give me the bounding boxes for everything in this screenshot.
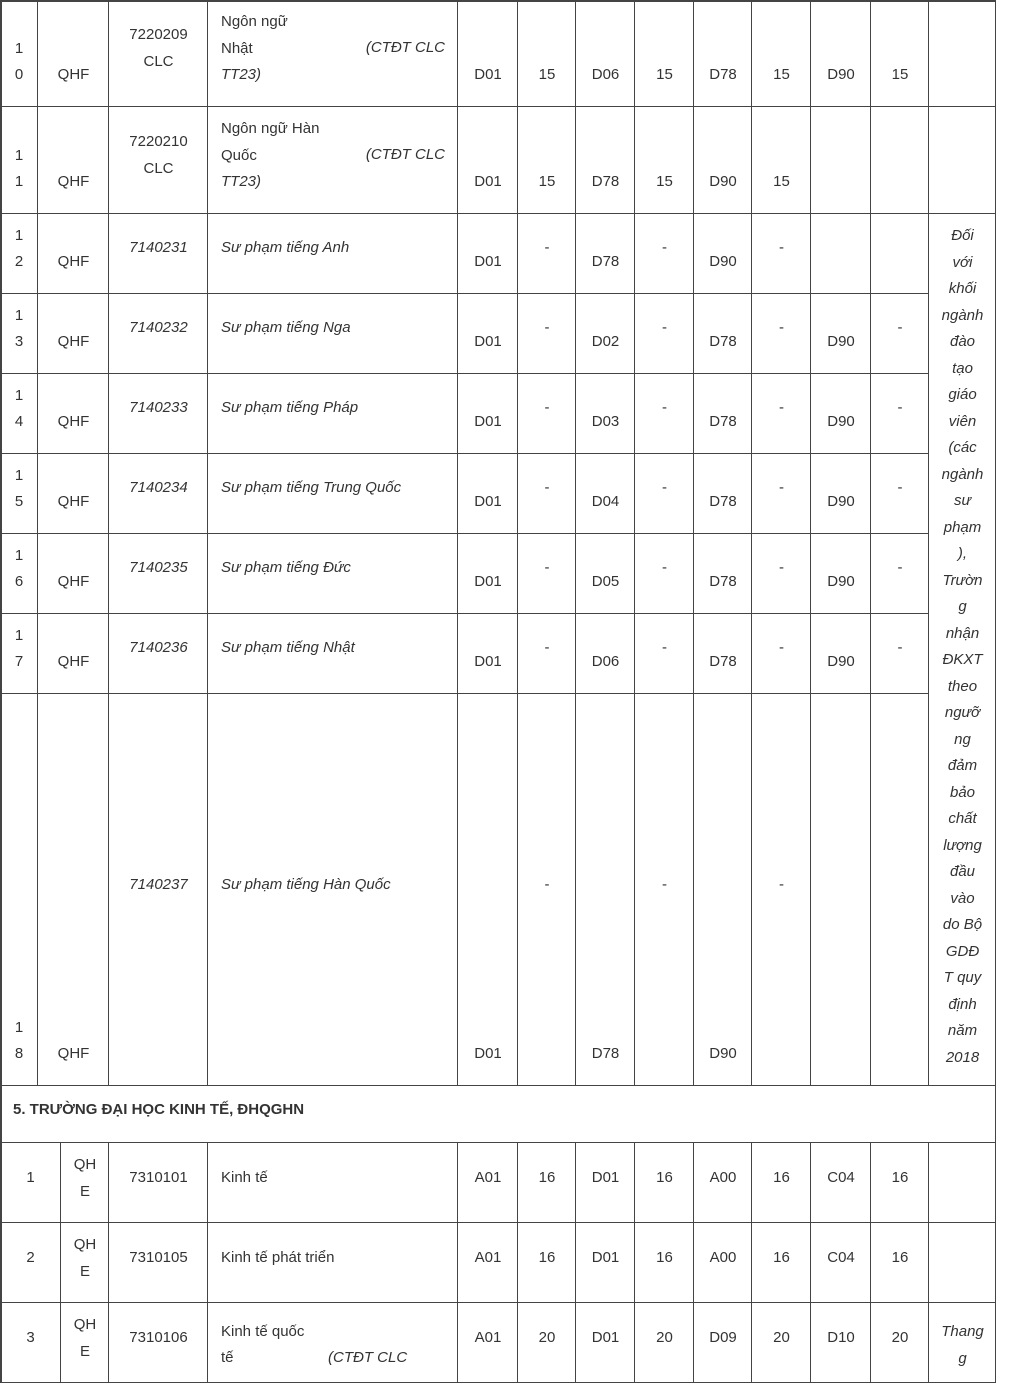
- school-code: QH: [73, 1316, 97, 1333]
- table-cell: [752, 107, 811, 214]
- table-cell: [694, 107, 752, 214]
- note-text: theo: [947, 677, 978, 695]
- subject-group: D06: [591, 653, 620, 670]
- min-score: -: [544, 479, 550, 496]
- major-code: 7310105: [129, 1249, 188, 1266]
- subject-group: D90: [827, 413, 855, 430]
- min-score: 15: [538, 173, 556, 190]
- major-name: Nhật: [221, 39, 253, 57]
- row-number: 1: [14, 39, 24, 57]
- subject-group: D01: [591, 1329, 620, 1346]
- major-code: 7140237: [129, 876, 188, 893]
- subject-group: D90: [827, 66, 855, 83]
- subject-group: D78: [591, 1045, 620, 1062]
- subject-group: D78: [591, 253, 620, 270]
- subject-group: A01: [474, 1329, 502, 1346]
- subject-group: D01: [474, 653, 502, 670]
- major-code: 7140235: [129, 559, 188, 576]
- school-code: QHF: [57, 413, 90, 430]
- row-number: 1: [14, 466, 24, 484]
- table-cell: [871, 0, 929, 107]
- min-score: -: [779, 399, 784, 416]
- note-text: định: [948, 995, 977, 1013]
- subject-group: D90: [827, 653, 855, 670]
- table-cell: [871, 694, 929, 1086]
- min-score: -: [544, 399, 550, 416]
- min-score: -: [544, 239, 550, 256]
- major-code: CLC: [143, 159, 174, 177]
- subject-group: A00: [709, 1249, 737, 1266]
- row-number: 8: [14, 1045, 24, 1062]
- table-cell: [752, 0, 811, 107]
- min-score: -: [779, 239, 784, 256]
- table-cell: [871, 214, 929, 294]
- row-number: 1: [14, 386, 24, 404]
- note-text: đầu: [949, 863, 976, 880]
- subject-group: D01: [474, 173, 502, 190]
- min-score: 20: [538, 1329, 556, 1346]
- row-number: 1: [14, 226, 24, 244]
- min-score: -: [544, 559, 550, 576]
- major-name: tế: [221, 1349, 234, 1366]
- subject-group: D78: [709, 66, 737, 83]
- school-code: QHF: [57, 493, 90, 510]
- major-name: Sư phạm tiếng Hàn Quốc: [221, 876, 391, 893]
- min-score: -: [662, 319, 667, 336]
- min-score: -: [897, 639, 903, 656]
- row-number: 1: [14, 626, 24, 644]
- note-text: đảm: [947, 757, 978, 774]
- school-code: QHF: [57, 333, 90, 350]
- table-cell: [458, 0, 518, 107]
- min-score: 15: [773, 173, 790, 190]
- school-code: QHF: [57, 573, 90, 590]
- table-cell: [871, 107, 929, 214]
- row-number: 2: [26, 1249, 35, 1266]
- table-cell: [635, 107, 694, 214]
- table-cell: [635, 0, 694, 107]
- min-score: -: [897, 559, 903, 576]
- note-text: giáo: [948, 386, 977, 403]
- min-score: 20: [656, 1329, 673, 1346]
- min-score: 16: [656, 1169, 673, 1186]
- min-score: -: [779, 479, 784, 496]
- major-code: 7310106: [129, 1329, 188, 1346]
- min-score: -: [662, 399, 667, 416]
- subject-group: D90: [827, 493, 855, 510]
- min-score: 15: [891, 66, 909, 83]
- subject-group: D01: [474, 573, 502, 590]
- table-cell: [811, 214, 871, 294]
- note-text: ),: [957, 545, 968, 562]
- subject-group: D78: [709, 653, 737, 670]
- min-score: 15: [656, 173, 673, 190]
- note-text: g: [958, 598, 967, 615]
- subject-group: A01: [474, 1169, 502, 1186]
- min-score: 20: [773, 1329, 790, 1346]
- subject-group: D06: [591, 66, 620, 83]
- min-score: -: [779, 639, 784, 656]
- min-score: -: [779, 319, 784, 336]
- row-number: 7: [14, 653, 24, 670]
- note-text: ng: [954, 730, 971, 748]
- note-text: chất: [948, 810, 977, 827]
- subject-group: D04: [591, 493, 620, 510]
- min-score: -: [662, 639, 667, 656]
- row-number: 3: [26, 1329, 35, 1346]
- table-cell: [576, 0, 635, 107]
- note-text: 2018: [945, 1048, 980, 1066]
- major-note: (CTĐT CLC: [365, 146, 445, 163]
- major-note: TT23): [221, 173, 262, 190]
- subject-group: D78: [709, 333, 737, 350]
- major-code: 7140231: [129, 239, 188, 256]
- major-note: (CTĐT CLC: [328, 1349, 408, 1366]
- row-number: 1: [26, 1169, 35, 1186]
- subject-group: D01: [474, 66, 502, 83]
- subject-group: D02: [591, 333, 620, 350]
- min-score: -: [662, 239, 667, 256]
- major-name: Kinh tế quốc: [221, 1323, 305, 1340]
- section-title: 5. TRƯỜNG ĐẠI HỌC KINH TẾ, ĐHQGHN: [13, 1101, 305, 1118]
- note-text: vào: [950, 889, 975, 907]
- subject-group: C04: [827, 1169, 855, 1186]
- table-cell: [811, 694, 871, 1086]
- row-number: 1: [14, 173, 24, 190]
- note-text: năm: [947, 1022, 978, 1039]
- subject-group: D78: [709, 493, 737, 510]
- row-number: 1: [14, 1018, 24, 1036]
- row-number: 5: [14, 493, 24, 510]
- table-cell: [38, 0, 109, 107]
- subject-group: D78: [709, 413, 737, 430]
- note-text: Trườn: [942, 571, 983, 589]
- row-number: 6: [14, 573, 24, 590]
- note-cell: [929, 0, 996, 107]
- subject-group: D01: [474, 413, 502, 430]
- note-text: viên: [948, 412, 977, 430]
- subject-group: D90: [709, 253, 737, 270]
- min-score: -: [662, 479, 667, 496]
- min-score: -: [897, 479, 903, 496]
- note-text: lượng: [943, 836, 982, 854]
- major-code: 7220210: [129, 133, 188, 150]
- min-score: -: [544, 319, 550, 336]
- min-score: -: [662, 876, 667, 893]
- school-code: QHF: [57, 173, 90, 190]
- note-text: khối: [948, 280, 977, 297]
- major-name: Quốc: [221, 146, 257, 164]
- major-name: Kinh tế: [221, 1169, 268, 1186]
- min-score: 16: [773, 1169, 790, 1186]
- note-text: bảo: [949, 783, 976, 801]
- table-cell: [38, 694, 109, 1086]
- major-name: Sư phạm tiếng Nhật: [221, 639, 355, 656]
- note-text: Đối: [951, 227, 974, 244]
- row-number: 1: [14, 306, 24, 324]
- min-score: 20: [891, 1329, 909, 1346]
- subject-group: D03: [591, 413, 620, 430]
- note-text: T quy: [943, 969, 982, 986]
- table-cell: [694, 694, 752, 1086]
- min-score: -: [897, 399, 903, 416]
- table-cell: [811, 107, 871, 214]
- school-code: E: [79, 1182, 90, 1200]
- note-text: GDĐ: [945, 942, 980, 960]
- min-score: 16: [656, 1249, 673, 1266]
- major-name: Sư phạm tiếng Pháp: [221, 399, 359, 416]
- row-number: 1: [14, 146, 24, 164]
- note-text: tạo: [952, 359, 973, 377]
- row-number: 4: [14, 413, 24, 430]
- subject-group: D05: [591, 573, 620, 590]
- note-text: phạm: [943, 518, 982, 536]
- major-name: Sư phạm tiếng Nga: [221, 319, 351, 336]
- subject-group: D78: [709, 573, 737, 590]
- school-code: QHF: [57, 653, 90, 670]
- min-score: -: [544, 639, 550, 656]
- table-cell: [811, 0, 871, 107]
- min-score: 15: [656, 66, 673, 83]
- subject-group: A00: [709, 1169, 737, 1186]
- major-name: Ngôn ngữ: [221, 13, 288, 30]
- subject-group: D09: [709, 1329, 737, 1346]
- note-text: g: [958, 1349, 967, 1367]
- table-cell: [694, 0, 752, 107]
- min-score: 15: [773, 66, 790, 83]
- note-text: ngành: [941, 465, 984, 483]
- subject-group: D01: [474, 493, 502, 510]
- row-number: 3: [14, 333, 24, 350]
- major-name: Sư phạm tiếng Anh: [221, 239, 350, 256]
- major-name: Kinh tế phát triển: [221, 1249, 335, 1266]
- row-number: 1: [14, 546, 24, 564]
- min-score: 16: [538, 1169, 556, 1186]
- school-code: E: [79, 1342, 90, 1360]
- min-score: 16: [773, 1249, 790, 1266]
- table-cell: [518, 0, 576, 107]
- major-note: TT23): [221, 66, 262, 83]
- school-code: QHF: [57, 253, 90, 270]
- note-text: đào: [949, 333, 976, 350]
- note-text: (các: [948, 439, 977, 456]
- subject-group: D90: [827, 333, 855, 350]
- min-score: -: [897, 319, 903, 336]
- note-text: Thang: [941, 1323, 984, 1340]
- subject-group: D90: [709, 173, 737, 190]
- subject-group: D10: [827, 1329, 855, 1346]
- table-cell: [38, 107, 109, 214]
- subject-group: D01: [474, 1045, 502, 1062]
- table-cell: [576, 107, 635, 214]
- subject-group: A01: [474, 1249, 502, 1266]
- min-score: 16: [538, 1249, 556, 1266]
- table-cell: [518, 107, 576, 214]
- min-score: -: [779, 559, 784, 576]
- school-code: E: [79, 1262, 90, 1280]
- table-cell: [929, 1143, 996, 1223]
- subject-group: C04: [827, 1249, 855, 1266]
- min-score: 15: [538, 66, 556, 83]
- major-code: 7310101: [129, 1169, 188, 1186]
- note-text: với: [952, 253, 973, 271]
- subject-group: D01: [591, 1169, 620, 1186]
- table-cell: [576, 694, 635, 1086]
- subject-group: D90: [709, 1045, 737, 1062]
- min-score: 16: [891, 1169, 909, 1186]
- subject-group: D01: [474, 253, 502, 270]
- note-text: sư: [953, 492, 971, 509]
- school-code: QH: [73, 1156, 97, 1173]
- row-number: 0: [14, 66, 24, 83]
- major-code: 7140233: [129, 399, 188, 416]
- major-code: 7140236: [129, 639, 188, 656]
- major-name: Sư phạm tiếng Đức: [221, 559, 351, 576]
- min-score: -: [779, 876, 784, 893]
- major-code: 7140232: [129, 319, 188, 336]
- note-text: ngưỡ: [944, 704, 981, 721]
- subject-group: D01: [474, 333, 502, 350]
- major-name: Sư phạm tiếng Trung Quốc: [221, 479, 402, 496]
- table-cell: [929, 1223, 996, 1303]
- school-code: QH: [73, 1236, 97, 1253]
- major-code: 7140234: [129, 479, 188, 496]
- note-text: ngành: [941, 306, 984, 324]
- subject-group: D90: [827, 573, 855, 590]
- major-note: (CTĐT CLC: [365, 39, 445, 56]
- table-cell: [458, 694, 518, 1086]
- table-cell: [458, 107, 518, 214]
- note-text: ĐKXT: [942, 651, 983, 668]
- min-score: 16: [891, 1249, 909, 1266]
- note-text: nhận: [945, 624, 980, 642]
- subject-group: D78: [591, 173, 620, 190]
- min-score: -: [662, 559, 667, 576]
- subject-group: D01: [591, 1249, 620, 1266]
- note-text: do Bộ: [942, 916, 983, 933]
- major-code: 7220209: [129, 26, 188, 43]
- note-cell: [929, 107, 996, 214]
- min-score: -: [544, 876, 550, 893]
- row-number: 2: [14, 253, 24, 270]
- school-code: QHF: [57, 66, 90, 83]
- major-code: CLC: [143, 52, 174, 70]
- major-name: Ngôn ngữ Hàn: [221, 120, 320, 137]
- school-code: QHF: [57, 1045, 90, 1062]
